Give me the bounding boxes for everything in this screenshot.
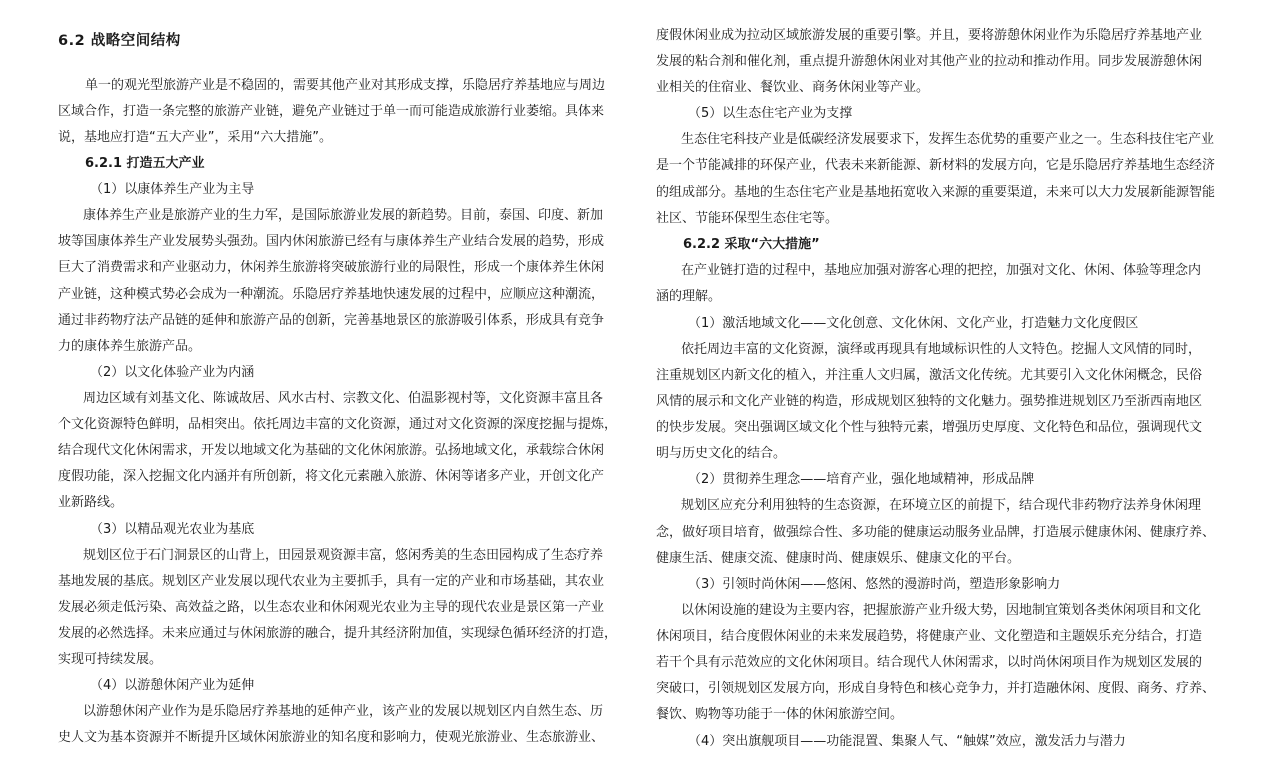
paragraph-line: 风情的展示和文化产业链的构造，形成规划区独特的文化魅力。强势推进规划区乃至浙西南地区 [656, 394, 1203, 409]
paragraph-line: 通过非药物疗法产品链的延伸和旅游产品的创新，完善基地景区的旅游吸引体系，形成具有竞争 [58, 313, 605, 328]
subsection-heading: 6.2.2 采取“六大措施” [683, 237, 820, 252]
paragraph-line: 发展必须走低污染、高效益之路，以生态农业和休闲观光农业为主导的现代农业是景区第一产业 [58, 600, 605, 615]
list-item-heading: （2）贯彻养生理念——培育产业，强化地域精神，形成品牌 [688, 472, 1035, 487]
paragraph-line: 依托周边丰富的文化资源，演绎或再现具有地域标识性的人文特色。挖掘人文风情的同时， [681, 342, 1202, 357]
paragraph-line: 度假功能，深入挖掘文化内涵并有所创新，将文化元素融入旅游、休闲等诸多产业，开创文化产 [58, 469, 605, 484]
paragraph-line: 力的康体养生旅游产品。 [58, 339, 202, 354]
paragraph-line: 健康生活、健康交流、健康时尚、健康娱乐、健康文化的平台。 [656, 551, 1021, 566]
paragraph-line: 在产业链打造的过程中，基地应加强对游客心理的把控，加强对文化、休闲、体验等理念内 [681, 263, 1202, 278]
paragraph-line: 巨大了消费需求和产业驱动力，休闲养生旅游将突破旅游行业的局限性，形成一个康体养生休闲 [58, 260, 605, 275]
paragraph-line: 念，做好项目培育，做强综合性、多功能的健康运动服务业品牌，打造展示健康休闲、健康疗养、 [656, 525, 1216, 540]
paragraph-line: 休闲项目，结合度假休闲业的未来发展趋势，将健康产业、文化塑造和主题娱乐充分结合，打造 [656, 629, 1203, 644]
paragraph-line: 产业链，这种模式势必会成为一种潮流。乐隐居疗养基地快速发展的过程中，应顺应这种潮流， [58, 287, 605, 302]
paragraph-line: 个文化资源特色鲜明，品相突出。依托周边丰富的文化资源，通过对文化资源的深度挖掘与提炼， [58, 417, 618, 432]
list-item-heading: （4）以游憩休闲产业为延伸 [90, 678, 255, 693]
paragraph-line: 结合现代文化休闲需求，开发以地域文化为基础的文化休闲旅游。弘扬地域文化，承载综合休闲 [58, 443, 605, 458]
paragraph-line: 实现可持续发展。 [58, 652, 163, 667]
paragraph-line: 业相关的住宿业、餐饮业、商务休闲业等产业。 [656, 80, 930, 95]
paragraph-line: 突破口，引领规划区发展方向，形成自身特色和核心竞争力，并打造融休闲、度假、商务、疗养、 [656, 681, 1216, 696]
paragraph-line: 康体养生产业是旅游产业的生力军，是国际旅游业发展的新趋势。目前，泰国、印度、新加 [83, 208, 604, 223]
paragraph-line: 周边区域有刘基文化、陈诚故居、风水古村、宗教文化、伯温影视村等，文化资源丰富且各 [83, 391, 604, 406]
section-heading: 6.2 战略空间结构 [58, 33, 181, 49]
paragraph-line: 发展的粘合剂和催化剂，重点提升游憩休闲业对其他产业的拉动和推动作用。同步发展游憩休闲 [656, 54, 1203, 69]
list-item-heading: （1）以康体养生产业为主导 [90, 182, 255, 197]
paragraph-line: 若干个具有示范效应的文化休闲项目。结合现代人休闲需求，以时尚休闲项目作为规划区发展的 [656, 655, 1203, 670]
paragraph-line: 坡等国康体养生产业发展势头强劲。国内休闲旅游已经有与康体养生产业结合发展的趋势，形成 [58, 234, 605, 249]
list-item-heading: （3）以精品观光农业为基底 [90, 522, 255, 537]
paragraph-line: 发展的必然选择。未来应通过与休闲旅游的融合，提升其经济附加值，实现绿色循环经济的打造， [58, 626, 618, 641]
list-item-heading: （3）引领时尚休闲——悠闲、悠然的漫游时尚，塑造形象影响力 [688, 577, 1061, 592]
list-item-heading: （1）激活地域文化——文化创意、文化休闲、文化产业，打造魅力文化度假区 [688, 316, 1139, 331]
paragraph-line: 规划区位于石门洞景区的山背上，田园景观资源丰富，悠闲秀美的生态田园构成了生态疗养 [83, 548, 604, 563]
paragraph-line: 的组成部分。基地的生态住宅产业是基地拓宽收入来源的重要渠道，未来可以大力发展新能源智能 [656, 185, 1216, 200]
list-item-heading: （4）突出旗舰项目——功能混置、集聚人气、“触媒”效应，激发活力与潜力 [688, 734, 1126, 749]
list-item-heading: （5）以生态住宅产业为支撑 [688, 106, 853, 121]
paragraph-line: 区域合作，打造一条完整的旅游产业链，避免产业链过于单一而可能造成旅游行业萎缩。具体来 [58, 104, 605, 119]
paragraph-line: 社区、节能环保型生态住宅等。 [656, 211, 839, 226]
paragraph-line: 以游憩休闲产业作为是乐隐居疗养基地的延伸产业，该产业的发展以规划区内自然生态、历 [83, 704, 604, 719]
paragraph-line: 注重规划区内新文化的植入，并注重人文归属，激活文化传统。尤其要引入文化休闲概念，民俗 [656, 368, 1203, 383]
paragraph-line: 单一的观光型旅游产业是不稳固的，需要其他产业对其形成支撑，乐隐居疗养基地应与周边 [85, 78, 606, 93]
paragraph-line: 餐饮、购物等功能于一体的休闲旅游空间。 [656, 707, 904, 722]
paragraph-line: 生态住宅科技产业是低碳经济发展要求下，发挥生态优势的重要产业之一。生态科技住宅产业 [681, 132, 1215, 147]
list-item-heading: （2）以文化体验产业为内涵 [90, 365, 255, 380]
paragraph-line: 以休闲设施的建设为主要内容，把握旅游产业升级大势，因地制宜策划各类休闲项目和文化 [681, 603, 1202, 618]
paragraph-line: 涵的理解。 [656, 289, 722, 304]
paragraph-line: 说，基地应打造“五大产业”，采用“六大措施”。 [58, 130, 332, 145]
paragraph-line: 是一个节能减排的环保产业，代表未来新能源、新材料的发展方向，它是乐隐居疗养基地生态经济 [656, 158, 1216, 173]
paragraph-line: 史人文为基本资源并不断提升区域休闲旅游业的知名度和影响力，使观光旅游业、生态旅游业、 [58, 730, 605, 745]
paragraph-line: 度假休闲业成为拉动区域旅游发展的重要引擎。并且，要将游憩休闲业作为乐隐居疗养基地产业 [656, 28, 1203, 43]
subsection-heading: 6.2.1 打造五大产业 [85, 156, 205, 171]
paragraph-line: 基地发展的基底。规划区产业发展以现代农业为主要抓手，具有一定的产业和市场基础，其农业 [58, 574, 605, 589]
paragraph-line: 的快步发展。突出强调区域文化个性与独特元素，增强历史厚度、文化特色和品位，强调现代文 [656, 420, 1203, 435]
paragraph-line: 业新路线。 [58, 495, 124, 510]
paragraph-line: 规划区应充分利用独特的生态资源，在环境立区的前提下，结合现代非药物疗法养身休闲理 [681, 498, 1202, 513]
paragraph-line: 明与历史文化的结合。 [656, 446, 787, 461]
